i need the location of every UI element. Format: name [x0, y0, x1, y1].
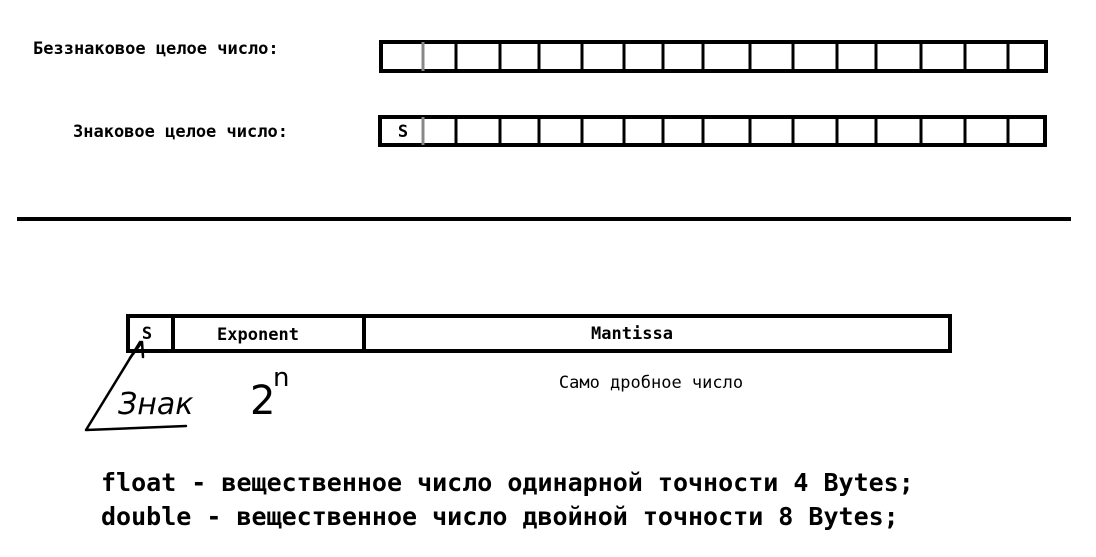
float-sign-label: S: [141, 324, 153, 344]
signed-sign-bit-label: S: [397, 122, 409, 142]
signed-register-frame: [380, 117, 1045, 145]
signed-register-cells: [423, 117, 1008, 145]
float-exponent-label: Exponent: [217, 325, 299, 345]
signed-int-label: Знаковое целое число:: [73, 122, 288, 142]
sign-note: Знак: [118, 387, 194, 422]
unsigned-register-frame: [381, 42, 1046, 71]
signed-register: [380, 117, 1045, 145]
exponent-power-note: n: [273, 363, 290, 393]
unsigned-int-label: Беззнаковое целое число:: [33, 39, 279, 59]
float-definition: float - вещественное число одинарной точности 4 Bytes;: [101, 468, 914, 497]
exponent-base-note: 2: [250, 378, 276, 424]
unsigned-register-cells: [423, 42, 1008, 71]
unsigned-register: [381, 42, 1046, 71]
mantissa-caption: Само дробное число: [558, 373, 744, 393]
handwritten-annotations: [86, 342, 289, 430]
double-definition: double - вещественное число двойной точности 8 Bytes;: [101, 502, 899, 531]
float-mantissa-label: Mantissa: [591, 324, 673, 344]
